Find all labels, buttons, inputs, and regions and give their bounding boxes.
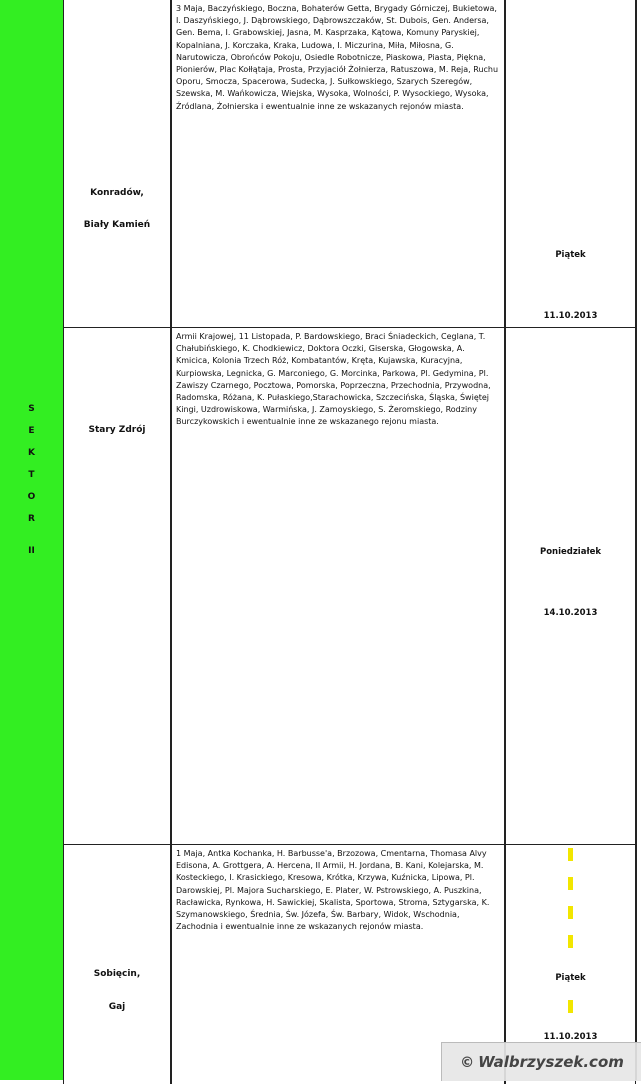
table-right-edge	[636, 0, 641, 1080]
district-name-line: Gaj	[108, 1002, 126, 1012]
weekday: Piątek	[555, 250, 586, 260]
streets-cell	[171, 0, 505, 327]
highlight-dash	[568, 848, 573, 861]
sector-letter: K	[28, 448, 35, 458]
weekday: Poniedziałek	[539, 547, 602, 557]
streets-cell	[171, 327, 505, 844]
district-cell	[63, 327, 171, 844]
sector-number: II	[28, 546, 35, 556]
collection-date: 14.10.2013	[543, 608, 598, 618]
highlight-dash	[568, 935, 573, 948]
collection-date: 11.10.2013	[543, 1032, 598, 1042]
highlight-dash	[568, 1000, 573, 1013]
site-watermark	[441, 1042, 641, 1081]
streets-text: Armii Krajowej, 11 Listopada, P. Bardowskiego, Braci Śniadeckich, Ceglana, T. Chałubińskiego, K. Chodkiewicz, Doktora Oczki, Giserska, Głogowska, A. Kmicica, Kolonia Trzech Róż, Kombatantów, Kręta, Kujawska, Kuracyjna, Kurpiowska, Legnicka, G. Marconiego, G. Morcinka, Parkowa, Pl. Gedymina, Pl. Zawiszy Czarnego, Pocztowa, Pomorska, Poprzeczna, Przechodnia, Przywodna, Radomska, Różana, K. Pułaskiego,Starachowicka, Szczecińska, Śląska, Świętej Kingi, Uzdrowiskowa, Warmińska, J. Zamoyskiego, S. Żeromskiego, Rodziny Burczykowskich i ewentualnie inne ze wskazanego rejonu miasta.	[176, 332, 491, 427]
district-cell	[63, 844, 171, 1084]
sector-letter: E	[28, 426, 35, 436]
copyright-symbol: ©	[460, 1055, 475, 1071]
sector-label	[0, 405, 63, 569]
highlight-dash	[568, 906, 573, 919]
streets-text: 1 Maja, Antka Kochanka, H. Barbusse'a, Brzozowa, Cmentarna, Thomasa Alvy Edisona, A. Grottgera, A. Hercena, II Armii, H. Jordana, B. Kani, Kolejarska, M. Kosteckiego, I. Krasickiego, Kresowa, Krótka, Krzywa, Kuźnicka, Lipowa, Pl. Darowskiej, Pl. Majora Sucharskiego, E. Plater, W. Pstrowskiego, A. Puszkina, Racławicka, Rynkowa, H. Sawickiej, Skalista, Sportowa, Stroma, Sztygarska, K. Szymanowskiego, Średnia, Św. Józefa, Św. Barbary, Widok, Wschodnia, Zachodnia i ewentualnie inne ze wskazanych rejonów miasta.	[176, 849, 490, 932]
day-cell	[505, 327, 636, 844]
collection-date: 11.10.2013	[543, 311, 598, 321]
watermark-text: Walbrzyszek.com	[478, 1053, 624, 1071]
streets-text: 3 Maja, Baczyńskiego, Boczna, Bohaterów Getta, Brygady Górniczej, Bukietowa, I. Daszyńskiego, J. Dąbrowskiego, Dąbrowszczaków, St. Dubois, Gen. Andersa, Gen. Bema, I. Grabowskiej, Jasna, M. Kasprzaka, Kątowa, Komuny Paryskiej, Kopalniana, J. Korczaka, Kraka, Ludowa, I. Miczurina, Miła, Miłosna, G. Narutowicza, Obrońców Pokoju, Osiedle Robotnicze, Piaskowa, Piasta, Piękna, Pionierów, Plac Kołłątaja, Prosta, Przyjaciół Żołnierza, Ratuszowa, M. Reja, Ruchu Oporu, Smocza, Spacerowa, Sudecka, J. Sułkowskiego, Szarych Szeregów, Szewska, M. Wańkowicza, Wiejska, Wysoka, Wolności, P. Wysockiego, Wysoka, Źródlana, Żołnierska i ewentualnie inne ze wskazanych rejonów miasta.	[176, 4, 499, 111]
day-cell	[505, 0, 636, 327]
sector-column	[0, 0, 64, 1080]
district-cell	[63, 0, 171, 327]
district-name-line: Sobięcin,	[93, 969, 141, 979]
sector-letter: T	[28, 470, 35, 480]
sector-letter: S	[28, 404, 35, 414]
district-name-line: Biały Kamień	[83, 220, 151, 230]
highlight-dash	[568, 877, 573, 890]
sector-letter: O	[27, 492, 36, 502]
district-name-line: Stary Zdrój	[88, 425, 146, 435]
weekday: Piątek	[555, 973, 586, 983]
sector-letter: R	[28, 514, 35, 524]
district-name-line: Konradów,	[90, 188, 144, 198]
